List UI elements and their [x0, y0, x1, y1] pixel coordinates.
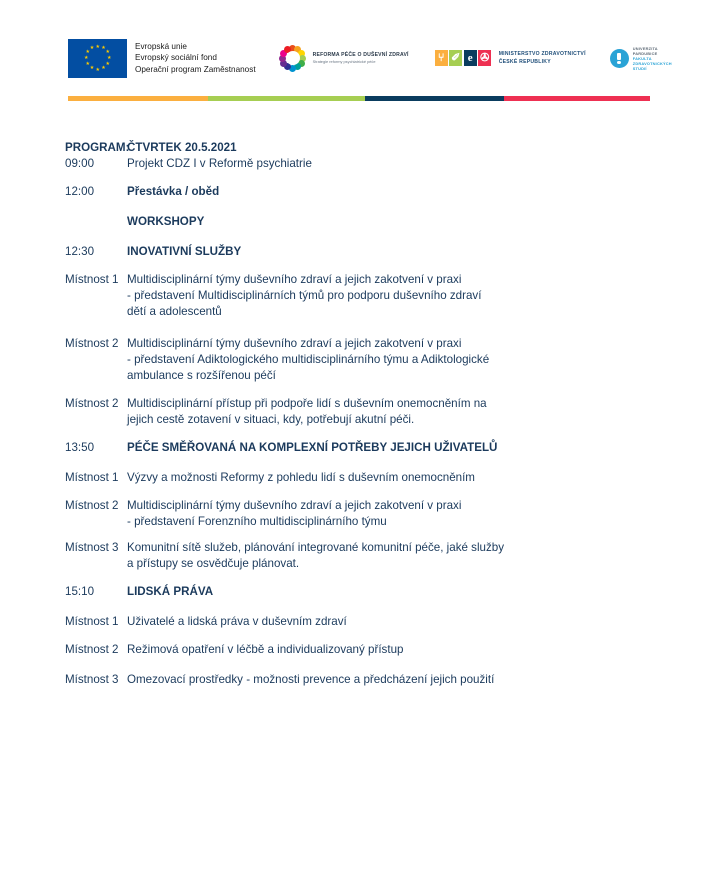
program-row-time: 15:10 — [65, 585, 95, 598]
reforma-center-hole — [286, 51, 300, 65]
program-row-description — [127, 498, 714, 530]
program-row-line: WORKSHOPY — [127, 215, 205, 228]
program-row-time: Místnost 2 — [65, 397, 119, 410]
eu-star-icon: ★ — [107, 55, 112, 61]
program-row — [0, 244, 714, 260]
program-row-line: dětí a adolescentů — [127, 305, 222, 318]
program-row — [0, 614, 714, 630]
program-row-time: 13:50 — [65, 441, 95, 454]
eu-logo-line-2: Evropský sociální fond — [135, 53, 217, 63]
program-row — [0, 540, 714, 572]
program-row — [0, 498, 714, 530]
program-row-time: Místnost 1 — [65, 471, 119, 484]
program-row-description — [127, 156, 714, 172]
colorbar-segment — [365, 96, 505, 101]
university-logo — [610, 46, 672, 71]
program-row-time: Místnost 3 — [65, 673, 119, 686]
program-row-line: Výzvy a možnosti Reformy z pohledu lidí s duševním onemocněním — [127, 471, 475, 484]
program-row-description — [127, 540, 714, 572]
program-row-time: Místnost 2 — [65, 337, 119, 350]
eu-star-icon: ★ — [85, 49, 91, 56]
university-logo-line-2: PARDUBICE — [632, 50, 658, 56]
eu-star-icon: ★ — [89, 64, 95, 71]
program-row-description — [127, 440, 714, 456]
program-row-description — [127, 272, 714, 320]
university-pardubice-icon — [610, 49, 629, 68]
program-row-description — [127, 672, 714, 688]
program-row-time: Místnost 3 — [65, 541, 119, 554]
university-logo-text — [633, 46, 672, 71]
reforma-logo — [278, 43, 409, 73]
program-row — [0, 440, 714, 456]
program-row-line: LIDSKÁ PRÁVA — [127, 585, 214, 598]
program-row — [0, 672, 714, 688]
program-row — [0, 214, 714, 230]
program-row-line: Režimová opatření v léčbě a individualizovaný přístup — [127, 643, 404, 656]
reforma-logo-text — [313, 52, 409, 65]
program-row-description — [127, 140, 714, 156]
ministry-logo-text — [499, 51, 586, 65]
program-row — [0, 470, 714, 486]
program-row-line: INOVATIVNÍ SLUŽBY — [127, 245, 242, 258]
program-row-line: Komunitní sítě služeb, plánování integrované komunitní péče, jaké služby — [127, 541, 505, 554]
reforma-logo-subtitle: Strategie reformy psychiatrické péče — [312, 59, 376, 65]
ministry-tiles-icon — [435, 50, 493, 66]
program-row-description — [127, 584, 714, 600]
eu-star-icon: ★ — [89, 45, 95, 52]
university-logo-line-5: STUDIÍ — [632, 65, 647, 71]
eu-star-icon: ★ — [101, 45, 106, 52]
program-row — [0, 396, 714, 428]
program-row-line: Uživatelé a lidská práva v duševním zdraví — [127, 615, 347, 628]
program-row-time — [0, 214, 127, 230]
colorbar-segment — [504, 96, 650, 101]
header-colorbar — [68, 96, 650, 101]
program-row — [0, 336, 714, 384]
ministry-logo — [435, 50, 586, 66]
eu-logo-line-3: Operační program Zaměstnanost — [135, 64, 256, 74]
program-row-description — [127, 336, 714, 384]
eu-star-icon: ★ — [105, 60, 110, 67]
program-row-line: jejich cestě zotavení v situaci, kdy, potřebují akutní péči. — [127, 413, 415, 426]
university-logo-line-4: ZDRAVOTNICKÝCH — [632, 60, 672, 66]
program-row-time: Místnost 1 — [65, 273, 119, 286]
eu-star-icon: ★ — [95, 66, 100, 73]
eu-star-icon: ★ — [105, 49, 110, 56]
eu-star-icon: ★ — [85, 60, 91, 67]
eu-star-icon: ★ — [101, 64, 106, 71]
document-header — [0, 0, 714, 120]
colorbar-segment — [68, 96, 208, 101]
program-row-description — [127, 642, 714, 658]
program-row-line: Projekt CDZ I v Reformě psychiatrie — [127, 157, 312, 170]
program-table — [0, 140, 714, 702]
ministry-tile-icon: ✐ — [451, 52, 461, 64]
program-row-description — [127, 470, 714, 486]
program-row — [0, 156, 714, 172]
eu-logo — [68, 39, 256, 78]
ministry-logo-line-1: MINISTERSTVO ZDRAVOTNICTVÍ — [498, 51, 586, 58]
program-row-line: a přístupy se osvědčuje plánovat. — [127, 557, 300, 570]
eu-logo-text — [135, 41, 256, 75]
program-row-time: 09:00 — [65, 157, 95, 170]
program-row-time: Místnost 1 — [65, 615, 119, 628]
program-row-line: - představení Multidisciplinárních týmů pro podporu duševního zdraví — [127, 289, 482, 302]
program-row-line: Omezovací prostředky - možnosti prevence a předcházení jejich použití — [127, 673, 495, 686]
program-row-description — [127, 244, 714, 260]
program-row-time: 12:30 — [65, 245, 95, 258]
eu-star-icon: ★ — [84, 55, 89, 61]
ministry-tile-icon: ⑂ — [435, 50, 448, 66]
program-row-line: ČTVRTEK 20.5.2021 — [127, 141, 237, 154]
logo-row — [68, 33, 672, 83]
university-logo-line-1: UNIVERZITA — [632, 45, 658, 51]
program-row-description — [127, 214, 714, 230]
program-row — [0, 184, 714, 200]
program-row-time: PROGRAM: — [65, 141, 130, 154]
program-row-line: Multidisciplinární týmy duševního zdraví a jejich zakotvení v praxi — [127, 273, 462, 286]
university-logo-line-3: FAKULTA — [632, 55, 652, 61]
eu-flag-icon — [68, 39, 127, 78]
ministry-tile-icon: e — [464, 50, 477, 66]
program-row-description — [127, 614, 714, 630]
program-row-description — [127, 396, 714, 428]
program-row-line: - představení Adiktologického multidisciplinárního týmu a Adiktologické — [127, 353, 490, 366]
program-row — [0, 140, 714, 156]
program-row-line: Multidisciplinární přístup při podpoře lidí s duševním onemocněním na — [127, 397, 487, 410]
program-row-line: - představení Forenzního multidisciplinárního týmu — [127, 515, 387, 528]
ministry-tile-icon: ✇ — [480, 52, 490, 64]
program-row-line: PÉČE SMĚŘOVANÁ NA KOMPLEXNÍ POTŘEBY JEJICH UŽIVATELŮ — [127, 441, 498, 454]
reforma-people-circle-icon — [278, 43, 308, 73]
program-row-time: 12:00 — [65, 185, 95, 198]
program-row-line: Multidisciplinární týmy duševního zdraví a jejich zakotvení v praxi — [127, 337, 462, 350]
program-row — [0, 584, 714, 600]
program-row-description — [127, 184, 714, 200]
program-row-time: Místnost 2 — [65, 499, 119, 512]
colorbar-segment — [208, 96, 365, 101]
eu-logo-line-1: Evropská unie — [135, 42, 187, 52]
program-row — [0, 642, 714, 658]
program-row-line: Multidisciplinární týmy duševního zdraví a jejich zakotvení v praxi — [127, 499, 462, 512]
reforma-logo-title: REFORMA PÉČE O DUŠEVNÍ ZDRAVÍ — [312, 51, 409, 58]
program-row-line: Přestávka / oběd — [127, 185, 220, 198]
program-row-line: ambulance s rozšířenou péčí — [127, 369, 276, 382]
ministry-logo-line-2: ČESKÉ REPUBLIKY — [498, 58, 551, 65]
program-row-time: Místnost 2 — [65, 643, 119, 656]
program-row — [0, 272, 714, 320]
eu-star-icon: ★ — [95, 43, 100, 50]
